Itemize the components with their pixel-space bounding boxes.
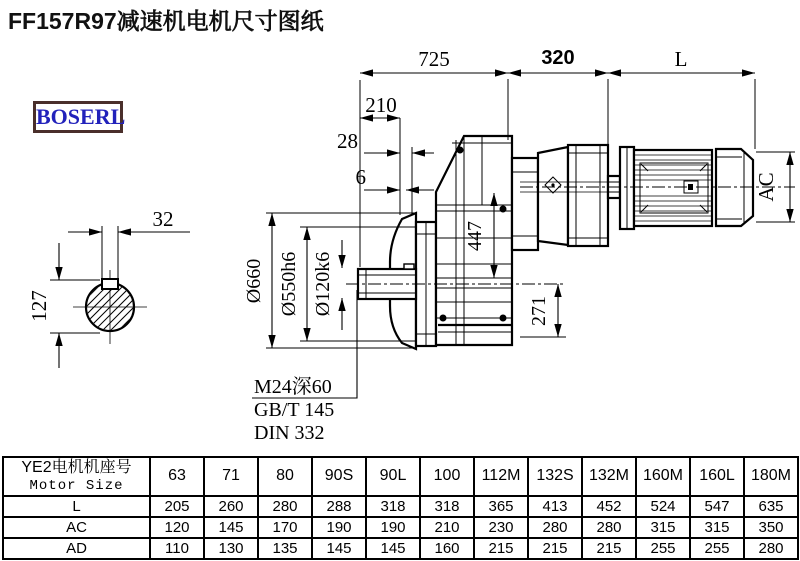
motor-body <box>634 150 712 226</box>
cell: 145 <box>204 517 258 538</box>
dim-210: 210 <box>365 93 397 117</box>
cell: 160 <box>420 538 474 559</box>
header-en: Motor Size <box>29 477 124 494</box>
cell: 215 <box>582 538 636 559</box>
page-title: FF157R97减速机电机尺寸图纸 <box>8 8 324 34</box>
dim-AC: AC <box>754 172 778 202</box>
brand-logo-text: BOSERL <box>36 104 126 129</box>
table-row <box>3 496 798 517</box>
dim-dia550h6: Ø550h6 <box>278 251 300 317</box>
dim-6: 6 <box>355 165 366 189</box>
cell: 280 <box>528 517 582 538</box>
column-header: 112M <box>474 457 528 496</box>
shaft-key <box>404 264 414 269</box>
cell: 452 <box>582 496 636 517</box>
column-header: 71 <box>204 457 258 496</box>
cell: 215 <box>528 538 582 559</box>
cell: 110 <box>150 538 204 559</box>
table-row <box>3 538 798 559</box>
motor-size-header-cell <box>3 457 150 496</box>
motor-size-table <box>2 456 799 560</box>
cell: 288 <box>312 496 366 517</box>
cell: 280 <box>582 517 636 538</box>
table-row <box>3 517 798 538</box>
row-label: AC <box>3 517 150 538</box>
bolt <box>500 315 507 322</box>
cell: 318 <box>420 496 474 517</box>
cell: 120 <box>150 517 204 538</box>
cell: 190 <box>312 517 366 538</box>
cell: 135 <box>258 538 312 559</box>
cell: 318 <box>366 496 420 517</box>
cell: 205 <box>150 496 204 517</box>
cell: 260 <box>204 496 258 517</box>
header-cn: YE2电机机座号 <box>21 459 132 477</box>
cell: 190 <box>366 517 420 538</box>
bolt <box>500 206 507 213</box>
cell: 315 <box>690 517 744 538</box>
row-label: L <box>3 496 150 517</box>
shaft-section-view <box>27 207 190 368</box>
cell: 145 <box>366 538 420 559</box>
bolt <box>440 315 447 322</box>
table-header-row <box>3 457 798 496</box>
column-header: 132M <box>582 457 636 496</box>
cell: 280 <box>258 496 312 517</box>
row-label: AD <box>3 538 150 559</box>
fan-cover <box>716 149 753 226</box>
dim-L: L <box>674 47 688 71</box>
dim-320: 320 <box>541 47 575 69</box>
cell: 210 <box>420 517 474 538</box>
cell: 215 <box>474 538 528 559</box>
column-header: 160L <box>690 457 744 496</box>
dim-271: 271 <box>528 296 550 326</box>
thread-standard-din: DIN 332 <box>254 422 325 444</box>
dim-127: 127 <box>27 290 51 322</box>
cell: 524 <box>636 496 690 517</box>
cell: 547 <box>690 496 744 517</box>
column-header: 180M <box>744 457 798 496</box>
thread-note: M24深60 <box>254 376 332 398</box>
cell: 280 <box>744 538 798 559</box>
column-header: 80 <box>258 457 312 496</box>
column-header: 63 <box>150 457 204 496</box>
cell: 170 <box>258 517 312 538</box>
cell: 350 <box>744 517 798 538</box>
cell: 635 <box>744 496 798 517</box>
keyway <box>102 279 118 289</box>
dim-447: 447 <box>464 221 486 251</box>
column-header: 160M <box>636 457 690 496</box>
dim-28: 28 <box>337 129 358 153</box>
column-header: 100 <box>420 457 474 496</box>
column-header: 132S <box>528 457 582 496</box>
cell: 255 <box>690 538 744 559</box>
dim-dia660: Ø660 <box>243 258 265 304</box>
cell: 230 <box>474 517 528 538</box>
bolt <box>457 147 464 154</box>
cell: 255 <box>636 538 690 559</box>
gear-unit-view <box>346 136 795 349</box>
adapter-cone <box>538 147 568 245</box>
dim-32: 32 <box>152 207 174 231</box>
cell: 413 <box>528 496 582 517</box>
cell: 130 <box>204 538 258 559</box>
adapter-housing <box>568 145 608 246</box>
column-header: 90L <box>366 457 420 496</box>
cell: 315 <box>636 517 690 538</box>
dim-dia120k6: Ø120k6 <box>312 251 334 317</box>
cell: 145 <box>312 538 366 559</box>
cell: 365 <box>474 496 528 517</box>
dim-725: 725 <box>418 47 450 71</box>
thread-standard-gb: GB/T 145 <box>254 399 335 421</box>
column-header: 90S <box>312 457 366 496</box>
